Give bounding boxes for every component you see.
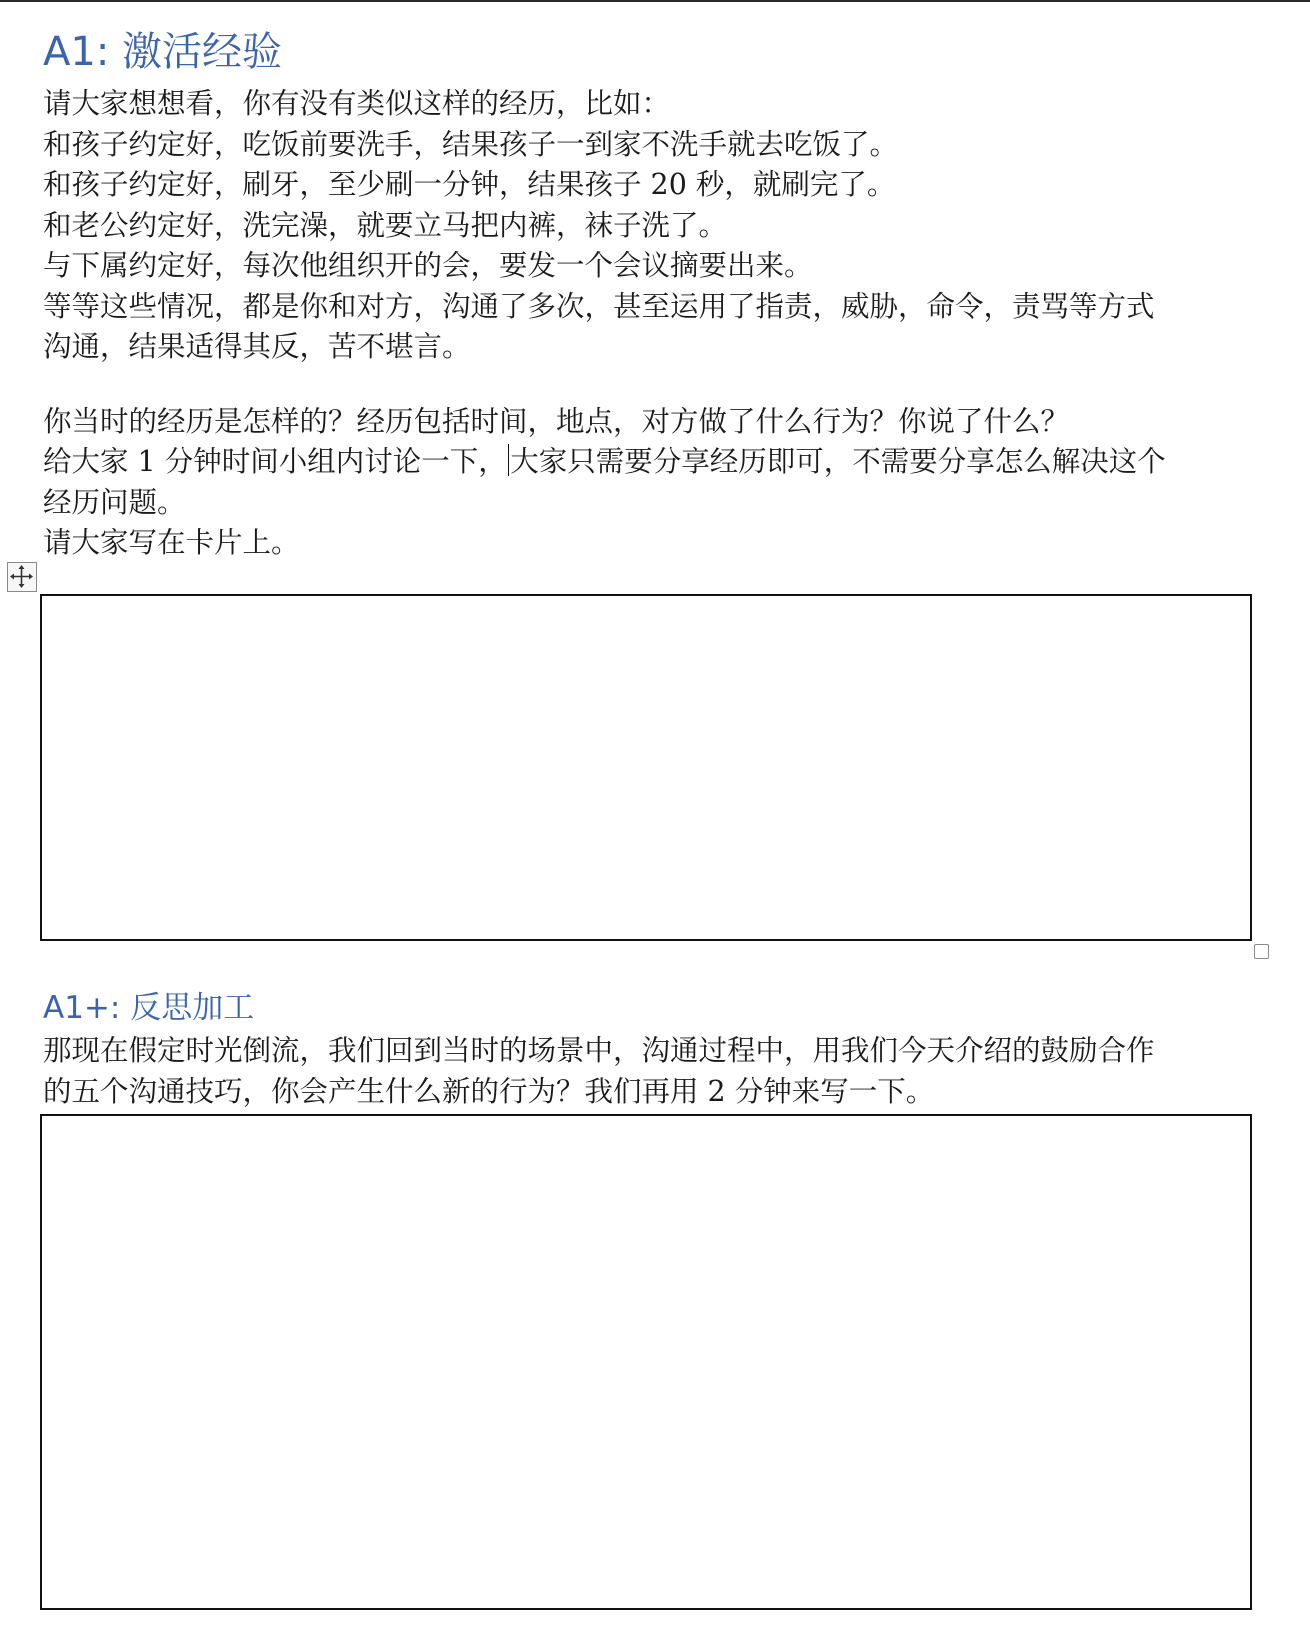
paragraph-line: 等等这些情况，都是你和对方，沟通了多次，甚至运用了指责，威胁，命令，责骂等方式 — [43, 289, 1155, 323]
question-line: 你当时的经历是怎样的？经历包括时间，地点，对方做了什么行为？你说了什么？ — [43, 404, 1070, 438]
paragraph-line: 沟通，结果适得其反，苦不堪言。 — [43, 330, 471, 363]
answer-box-experience[interactable] — [40, 594, 1252, 941]
answer-box-reflection[interactable] — [40, 1114, 1252, 1610]
paragraph-line: 和孩子约定好，吃饭前要洗手，结果孩子一到家不洗手就去吃饭了。 — [43, 127, 899, 161]
empty-line — [43, 368, 1255, 402]
discuss-line[interactable] — [43, 442, 1255, 483]
paragraph-line: 那现在假定时光倒流，我们回到当时的场景中，沟通过程中，用我们今天介绍的鼓励合作 — [43, 1034, 1155, 1067]
section-reflection — [43, 985, 1255, 1112]
discuss-text-after-cursor: 大家只需要分享经历即可，不需要分享怎么解决这个 — [510, 445, 1166, 478]
write-card-line: 请大家写在卡片上。 — [43, 526, 300, 559]
paragraph-line: 和老公约定好，洗完澡，就要立马把内裤，袜子洗了。 — [43, 208, 728, 242]
move-arrows-icon — [8, 563, 35, 590]
paragraph-line: 请大家想想看，你有没有类似这样的经历，比如： — [43, 87, 671, 120]
paragraph-line: 经历问题。 — [43, 485, 186, 519]
top-border — [0, 0, 1310, 2]
table-move-handle[interactable] — [7, 562, 37, 592]
section-activate-experience — [43, 20, 1255, 564]
section1-title: A1: 激活经验 — [43, 29, 283, 75]
discuss-text-before-cursor: 给大家 1 分钟时间小组内讨论一下， — [43, 445, 507, 478]
paragraph-line: 的五个沟通技巧，你会产生什么新的行为？我们再用 2 分钟来写一下。 — [43, 1074, 935, 1108]
resize-handle-icon[interactable] — [1254, 944, 1269, 959]
section2-title: A1+: 反思加工 — [43, 990, 255, 1026]
paragraph-line: 与下属约定好，每次他组织开的会，要发一个会议摘要出来。 — [43, 249, 813, 282]
paragraph-line: 和孩子约定好，刷牙，至少刷一分钟，结果孩子 20 秒，就刷完了。 — [43, 168, 896, 201]
